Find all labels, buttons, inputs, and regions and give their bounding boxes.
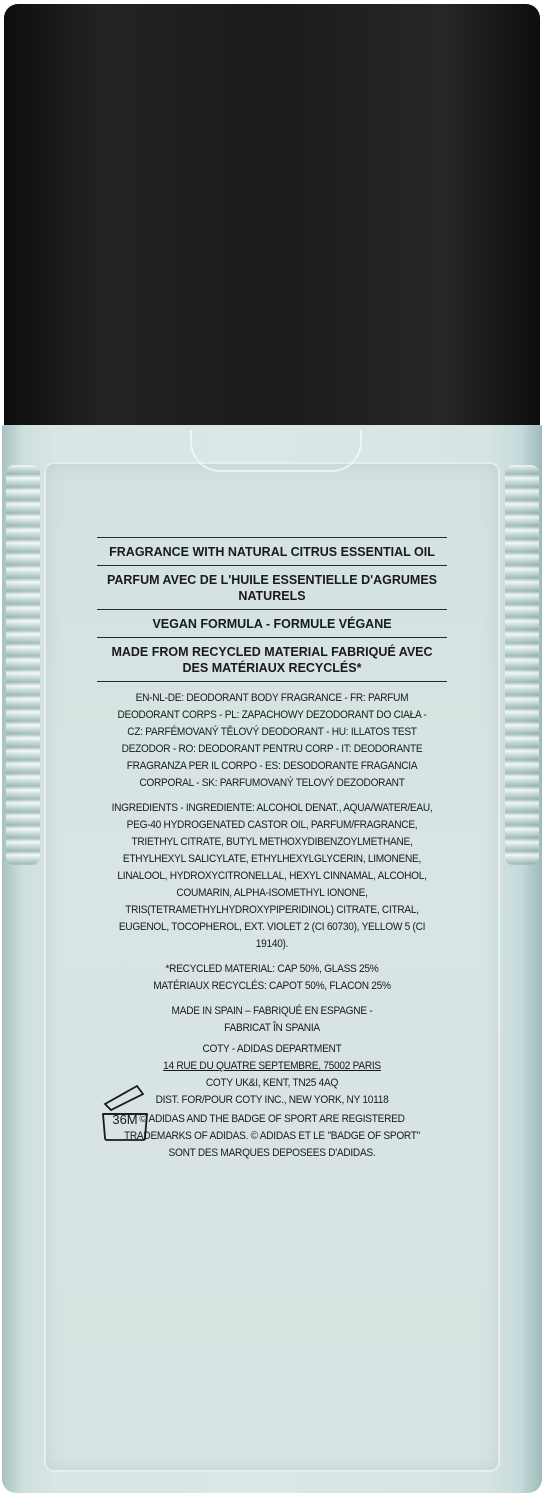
right-ridged-edge: [505, 465, 539, 865]
open-jar-icon: [99, 1080, 151, 1142]
left-ridged-edge: [6, 465, 40, 865]
trademark-text: © ADIDAS AND THE BADGE OF SPORT ARE REGISTERED TRADEMARKS OF ADIDAS. © ADIDAS ET LE "BADGE OF SPORT" SONT DES MARQUES DEPOSEES D'ADIDAS.: [123, 1113, 421, 1159]
pao-label: 36M: [112, 1112, 138, 1127]
product-description: EN-NL-DE: DEODORANT BODY FRAGRANCE - FR: PARFUM DEODORANT CORPS - PL: ZAPACHOWY DEZODORANT DO CIAŁA - CZ: PARFÉMOVANÝ TĚLOVÝ DEODORANT - HU: ILLATOS TEST DEZODOR - RO: DEODORANT PENTRU CORP - IT: DEODORANTE FRAGRANZA PER IL CORPO - ES: DESODORANTE FRAGANCIA CORPORAL - SK: PARFUMOVANÝ TELOVÝ DEZODORANT: [117, 692, 427, 789]
company-line-1: COTY - ADIDAS DEPARTMENT: [202, 1043, 342, 1055]
company-line-3: COTY UK&I, KENT, TN25 4AQ: [205, 1077, 339, 1089]
label-header-vegan: VEGAN FORMULA - FORMULE VÉGANE: [97, 609, 447, 637]
label-header-recycled: MADE FROM RECYCLED MATERIAL FABRIQUÉ AVEC DES MATÉRIAUX RECYCLÉS*: [97, 637, 447, 682]
company-line-4: DIST. FOR/POUR COTY INC., NEW YORK, NY 10118: [155, 1094, 389, 1106]
label-header-agrumes: PARFUM AVEC DE L'HUILE ESSENTIELLE D'AGRUMES NATURELS: [97, 565, 447, 609]
bottle-neck: [190, 430, 362, 472]
recycled-line-1: *RECYCLED MATERIAL: CAP 50%, GLASS 25%: [165, 963, 379, 975]
back-label: [97, 537, 447, 1162]
bottle-cap: [4, 4, 540, 429]
made-in-text: MADE IN SPAIN – FABRIQUÉ EN ESPAGNE - FABRICAT ÎN SPANIA: [171, 1005, 373, 1034]
recycled-line-2: MATÉRIAUX RECYCLÉS: CAPOT 50%, FLACON 25%: [153, 980, 391, 992]
label-header-citrus: FRAGRANCE WITH NATURAL CITRUS ESSENTIAL OIL: [97, 537, 447, 565]
ingredients-list: INGREDIENTS - INGREDIENTE: ALCOHOL DENAT., AQUA/WATER/EAU, PEG-40 HYDROGENATED CASTOR OIL, PARFUM/FRAGRANCE, TRIETHYL CITRATE, BUTYL METHOXYDIBENZOYLMETHANE, ETHYLHEXYL SALICYLATE, ETHYLHEXYLGLYCERIN, LIMONENE, LINALOOL, HYDROXYCITRONELLAL, HEXYL CINNAMAL, ALCOHOL, COUMARIN, ALPHA-ISOMETHYL IONONE, TRIS(TETRAMETHYLHYDROXYPIPERIDINOL) CITRATE, CITRAL, EUGENOL, TOCOPHEROL, EXT. VIOLET 2 (CI 60730), YELLOW 5 (CI 19140).: [111, 802, 433, 950]
company-line-2: 14 RUE DU QUATRE SEPTEMBRE, 75002 PARIS: [163, 1060, 381, 1072]
